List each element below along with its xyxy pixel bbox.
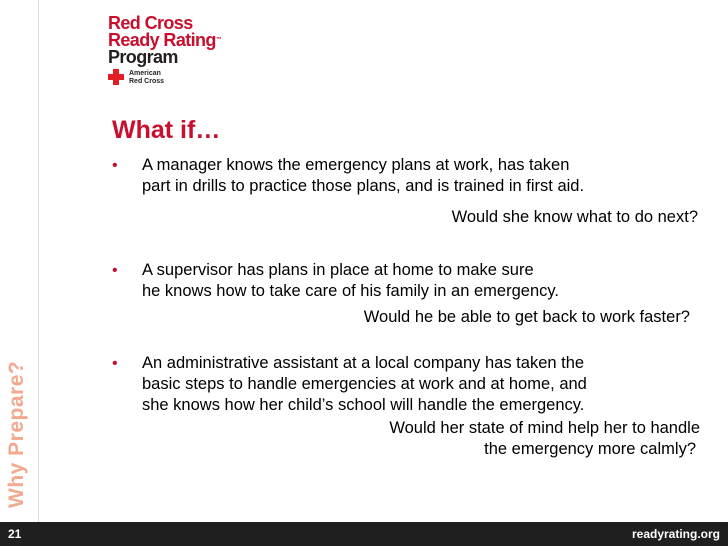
section-label: Why Prepare?	[5, 360, 28, 508]
bullet-question: the emergency more calmly?	[484, 440, 696, 458]
bullet-text-line: part in drills to practice those plans, and is trained in first aid.	[142, 177, 585, 195]
bullet-text-line: basic steps to handle emergencies at work and at home, and	[142, 375, 587, 393]
arc-line-1: American	[129, 70, 161, 77]
red-cross-icon	[108, 69, 124, 85]
trademark-symbol: ™	[215, 37, 222, 43]
bullet-marker: •	[112, 262, 118, 279]
bullet-marker: •	[112, 355, 118, 372]
page-number: 21	[8, 527, 22, 541]
bullet-question: Would her state of mind help her to handle	[389, 419, 700, 437]
bullet-marker: •	[112, 157, 118, 174]
bullet-question: Would she know what to do next?	[451, 208, 698, 226]
bullet-text-line: he knows how to take care of his family in an emergency.	[142, 282, 559, 300]
logo-line-3: Program	[108, 47, 178, 67]
american-red-cross-text	[129, 70, 164, 86]
logo-line-1: Red Cross	[108, 13, 193, 33]
sidebar-divider	[38, 0, 39, 522]
bullet-text-line: An administrative assistant at a local company has taken the	[142, 354, 585, 372]
arc-line-2: Red Cross	[129, 78, 165, 85]
bullet-text-line: she knows how her child’s school will handle the emergency.	[142, 396, 585, 414]
slide-title: What if…	[112, 116, 221, 144]
bullet-text-line: A manager knows the emergency plans at work, has taken	[142, 156, 570, 174]
bullet-question: Would he be able to get back to work faster?	[363, 308, 690, 326]
bullet-text-line: A supervisor has plans in place at home to make sure	[142, 261, 534, 279]
ready-rating-logo	[92, 0, 237, 104]
sidebar	[0, 0, 38, 522]
logo-line-2-text: Ready Rating	[108, 30, 216, 50]
site-url: readyrating.org	[631, 527, 720, 541]
footer-bar	[0, 522, 728, 546]
